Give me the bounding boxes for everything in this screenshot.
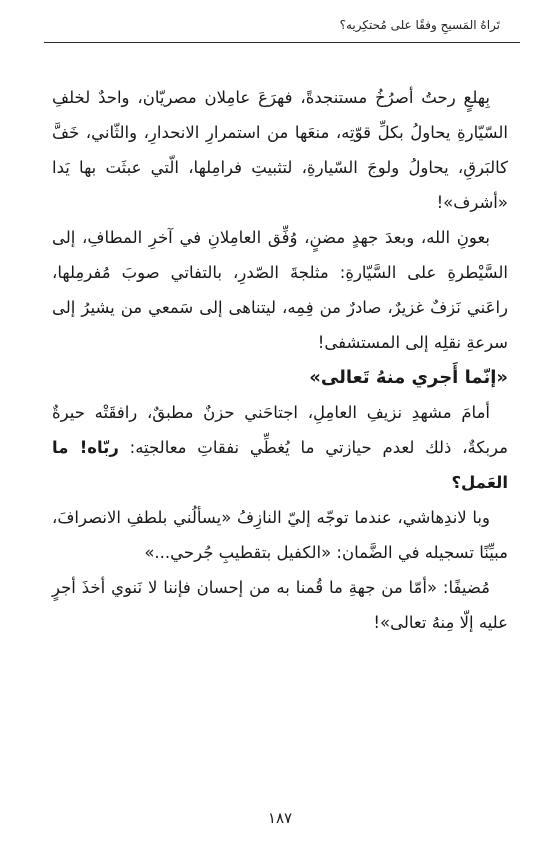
running-header: تَراهُ المَسيحِ وفقًا على مُحتكِريه؟: [339, 18, 500, 32]
page-number: ١٨٧: [267, 809, 293, 827]
section-heading: «إنّما أَجري منهُ تَعالى»: [309, 367, 508, 388]
body-text: [52, 80, 508, 640]
paragraph-3-bold: ربّاه! ما العَمل؟: [52, 438, 508, 492]
paragraph-5: مُضيفًا: «أمّا من جهةِ ما قُمنا به من إحسان فإننا لا نَنوي أخذَ أجرٍ عليه إلّا مِنهُ تعالى»!: [52, 578, 508, 632]
header-rule: [44, 42, 520, 43]
paragraph-3-text: أمامَ مشهدِ نزيفِ العامِلِ، اجتاحَني حزنٌ مطبقٌ، رافقَتْه حيرةٌ مربكةٌ، ذلك لعدم حيازتي ما يُغطِّي نفقاتِ معالجتِه:: [52, 403, 509, 457]
paragraph-1: بِهلعٍ رحتُ أصرُخُ مستنجدةً، فهرَعَ عامِلان مصريّان، واحدٌ لخلفِ السّيّارةِ يحاولُ بكلِّ قوّتِه، منعَها من استمرارِ الانحدارِ، والثّاني، خَفَّ كالبَرقِ، يحاولُ ولوجَ السّيارةِ، لتثبيتِ فرامِلها، الّتي عبثَت بها يَدا «أشرف»!: [52, 88, 508, 212]
paragraph-3: [52, 395, 508, 500]
paragraph-4: وبا لاندِهاشي، عندما توجّه إليّ النازِفُ «يسألُني بلطفِ الانصرافَ، مبيِّنًا تسجيله في الضَّمان: «الكفيل بتقطيبِ جُرحي...»: [52, 508, 508, 562]
paragraph-2: بعونِ الله، وبعدَ جهدٍ مضنٍ، وُفِّق العامِلانِ في آخرِ المطافِ، إلى السَّيْطرةِ على السَّيّارةِ: مثلجةَ الصّدرِ، بالتفاتي صوبَ مُفرمِلها، راعَني نَزفٌ غزيرٌ، صادرٌ من فِمِه، ليتناهى إلى سَمعي من يشيرُ إلى سرعةِ نقلِه إلى المستشفى!: [52, 228, 508, 352]
